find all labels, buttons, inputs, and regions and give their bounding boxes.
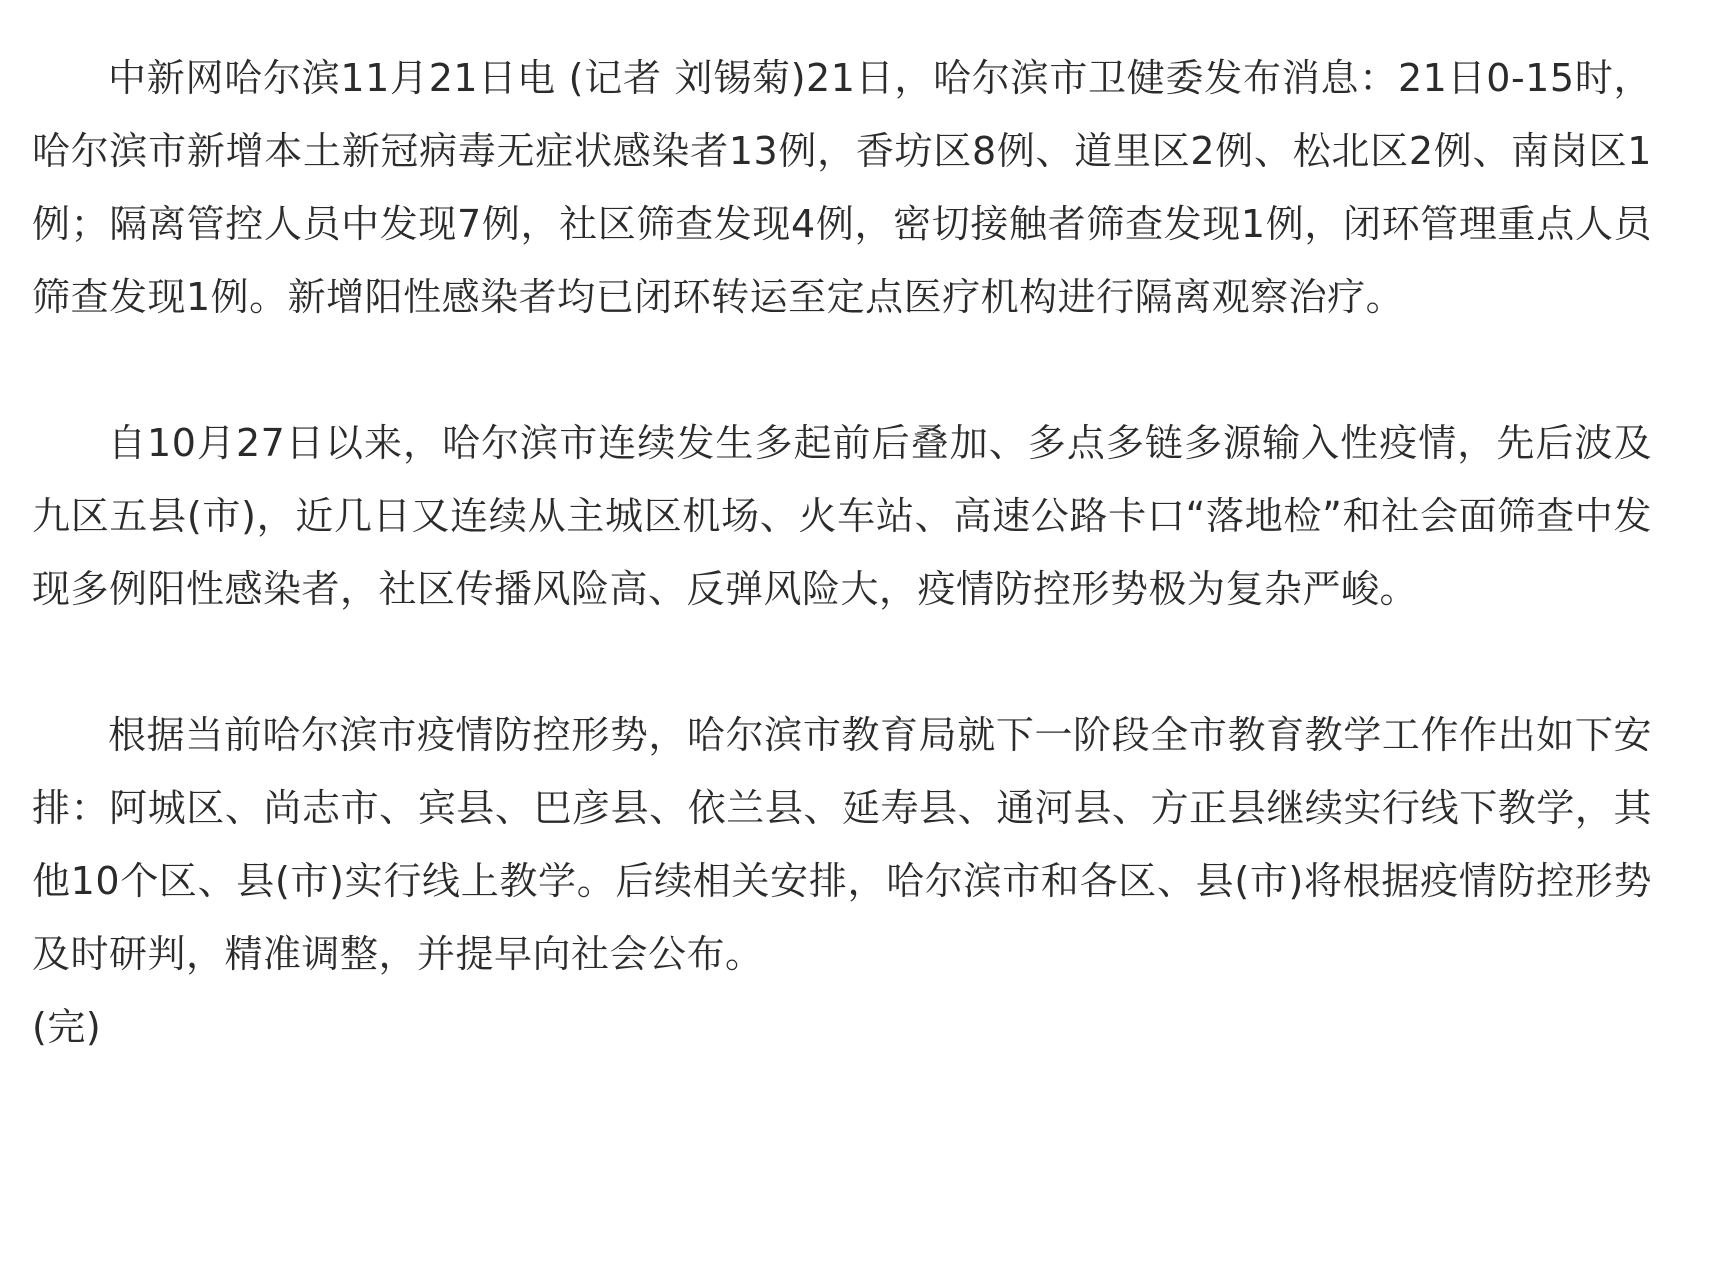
article-paragraph-3-text: 根据当前哈尔滨市疫情防控形势，哈尔滨市教育局就下一阶段全市教育教学工作作出如下安排：阿城区、尚志市、宾县、巴彦县、依兰县、延寿县、通河县、方正县继续实行线下教学，其他10个区、县(市)实行线上教学。后续相关安排，哈尔滨市和各区、县(市)将根据疫情防控形势及时研判，精准调整，并提早向社会公布。 [32, 713, 1652, 976]
article-body [32, 42, 1652, 1064]
article-paragraph-3 [32, 699, 1652, 1064]
article-end-mark: (完) [32, 1005, 102, 1049]
article-paragraph-1: 中新网哈尔滨11月21日电 (记者 刘锡菊)21日，哈尔滨市卫健委发布消息：21日0-15时，哈尔滨市新增本土新冠病毒无症状感染者13例，香坊区8例、道里区2例、松北区2例、南岗区1例；隔离管控人员中发现7例，社区筛查发现4例，密切接触者筛查发现1例，闭环管理重点人员筛查发现1例。新增阳性感染者均已闭环转运至定点医疗机构进行隔离观察治疗。 [32, 56, 1652, 319]
article-paragraph-2: 自10月27日以来，哈尔滨市连续发生多起前后叠加、多点多链多源输入性疫情，先后波及九区五县(市)，近几日又连续从主城区机场、火车站、高速公路卡口“落地检”和社会面筛查中发现多例阳性感染者，社区传播风险高、反弹风险大，疫情防控形势极为复杂严峻。 [32, 421, 1652, 611]
